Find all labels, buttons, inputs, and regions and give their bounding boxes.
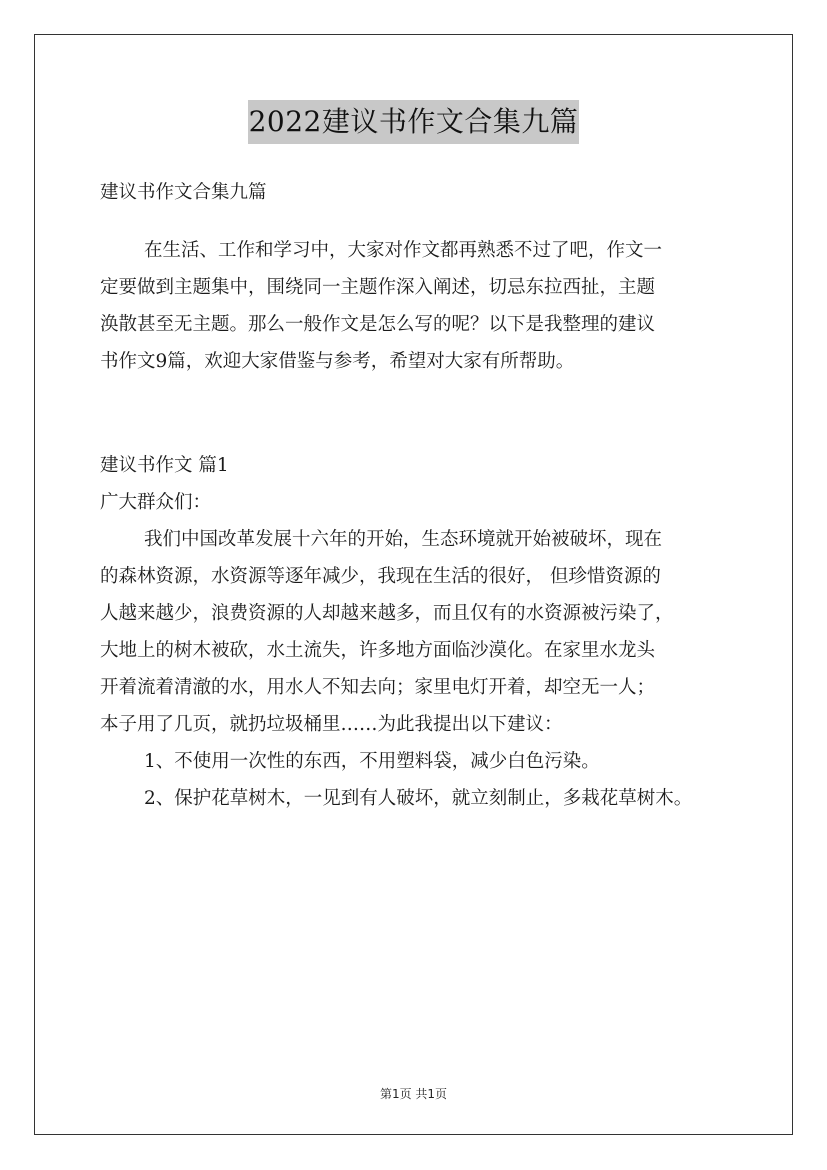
body-line: 的森林资源，水资源等逐年减少，我现在生活的很好， 但珍惜资源的 [100, 566, 661, 587]
greeting: 广大群众们： [100, 492, 212, 513]
body-line: 人越来越少，浪费资源的人却越来越多，而且仅有的水资源被污染了， [100, 603, 674, 624]
body-line: 本子用了几页，就扔垃圾桶里……为此我提出以下建议： [100, 714, 563, 735]
intro-line: 在生活、工作和学习中，大家对作文都再熟悉不过了吧，作文一 [144, 240, 663, 261]
document-title: 2022建议书作文合集九篇 [248, 100, 580, 144]
body-line: 大地上的树木被砍，水土流失，许多地方面临沙漠化。在家里水龙头 [100, 640, 656, 661]
intro-line: 涣散甚至无主题。那么一般作文是怎么写的呢？以下是我整理的建议 [100, 314, 656, 335]
body-line: 开着流着清澈的水，用水人不知去向；家里电灯开着，却空无一人； [100, 677, 656, 698]
body-line: 我们中国改革发展十六年的开始，生态环境就开始被破坏，现在 [144, 529, 663, 550]
intro-line: 书作文9篇，欢迎大家借鉴与参考，希望对大家有所帮助。 [100, 351, 575, 372]
suggestion-item: 1、不使用一次性的东西，不用塑料袋，减少白色污染。 [144, 751, 600, 772]
intro-paragraph [100, 232, 740, 380]
page-footer: 第1页 共1页 [379, 1087, 448, 1101]
body-paragraph [100, 521, 740, 743]
title-container [0, 100, 827, 144]
document-body [100, 176, 740, 817]
suggestion-item: 2、保护花草树木，一见到有人破坏，就立刻制止，多栽花草树木。 [144, 788, 693, 809]
document-subtitle: 建议书作文合集九篇 [100, 182, 267, 203]
section-heading: 建议书作文 篇1 [100, 455, 229, 476]
intro-line: 定要做到主题集中，围绕同一主题作深入阐述，切忌东拉西扯，主题 [100, 277, 656, 298]
suggestion-list [100, 743, 740, 817]
